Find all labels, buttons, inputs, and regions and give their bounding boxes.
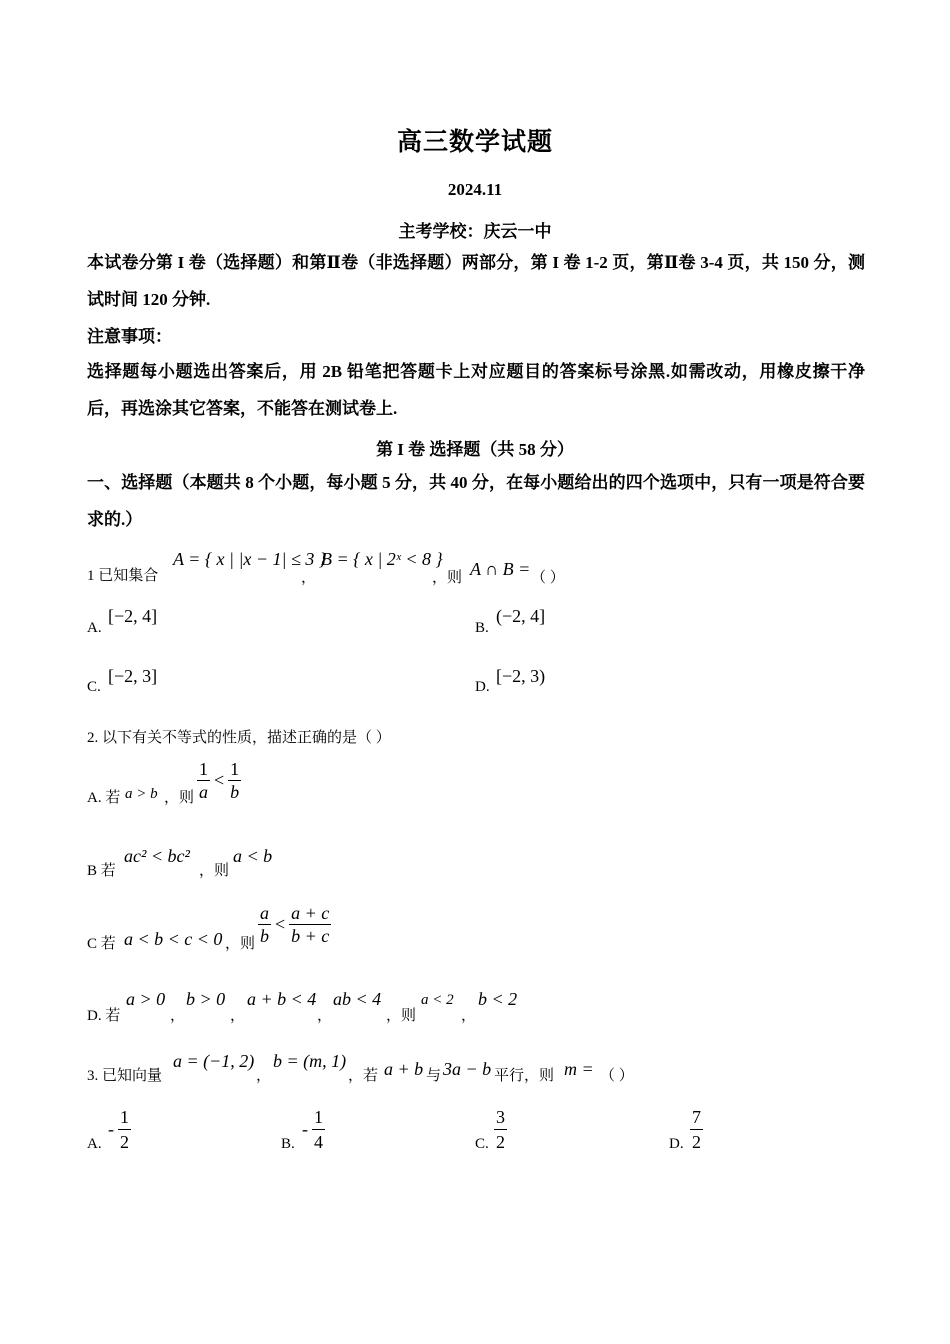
q3-opt-c-value[interactable] — [494, 1108, 507, 1151]
q3-parallel: 平行，则 — [494, 1068, 555, 1084]
q3-if: ，若 — [348, 1068, 379, 1084]
notes-heading: 注意事项： — [87, 327, 172, 346]
q3-opt-a-sign: - — [108, 1119, 114, 1139]
q1-set-b: B = { x | 2ˣ < 8 } — [321, 549, 443, 569]
section-heading: 一、选择题（本题共 8 个小题，每小题 5 分，共 40 分，在每小题给出的四个选项中，只有一项是符合要求的.） — [87, 473, 865, 529]
q1-opt-d-label[interactable]: D. — [475, 679, 490, 695]
q3-with: 与 — [426, 1068, 442, 1084]
q1-opt-c-label[interactable]: C. — [87, 679, 101, 695]
q2-b-then: ，则 — [199, 863, 230, 879]
exam-date: 2024.11 — [447, 180, 503, 199]
q2-d-comma2: ， — [230, 1008, 246, 1024]
q2-a-result: $\frac{1}{a}$ < $\frac{1}{b}$ — [199, 759, 240, 802]
q3-vec-b: b = (m, 1) — [273, 1051, 347, 1071]
q3-opt-c-label[interactable]: C. — [475, 1136, 489, 1152]
q2-c-then: ，则 — [225, 936, 256, 952]
q3-prefix: 3. 已知向量 — [87, 1068, 163, 1084]
q2-b-label[interactable]: B 若 — [87, 863, 116, 879]
q3-opt-d-den: 2 — [690, 1129, 703, 1151]
q3-vec-a: a = (−1, 2) — [173, 1051, 255, 1071]
q3-opt-a-num: 1 — [120, 1107, 129, 1127]
notes-text: 选择题每小题选出答案后，用 2B 铅笔把答题卡上对应题目的答案标号涂黑.如需改动，用橡皮擦干净后，再选涂其它答案，不能答在测试卷上. — [87, 362, 865, 418]
q3-diff: 3a − b — [443, 1059, 492, 1079]
host-school: 主考学校：庆云一中 — [398, 222, 552, 241]
q3-opt-d-label[interactable]: D. — [669, 1136, 684, 1152]
q2-c-label[interactable]: C 若 — [87, 936, 116, 952]
q3-opt-b-sign: - — [302, 1119, 308, 1139]
q2-a-cond: a > b — [125, 786, 158, 802]
q2-d-label[interactable]: D. 若 — [87, 1008, 121, 1024]
q3-opt-a-value[interactable] — [108, 1108, 131, 1151]
q3-paren: （ ） — [600, 1068, 634, 1084]
q1-sep: ， — [301, 570, 317, 586]
q1-opt-b-value[interactable]: (−2, 4] — [496, 606, 546, 626]
q2-a-then: ，则 — [164, 790, 195, 806]
q3-opt-b-label[interactable]: B. — [281, 1136, 295, 1152]
q2-a-label[interactable]: A. 若 — [87, 790, 121, 806]
part1-heading: 第 I 卷 选择题（共 58 分） — [376, 440, 574, 459]
q2-d-comma4: ， — [461, 1008, 477, 1024]
q2-d-cond2: b > 0 — [186, 989, 226, 1009]
q2-c-cond: a < b < c < 0 — [124, 929, 223, 949]
q1-opt-a-value[interactable]: [−2, 4] — [108, 606, 158, 626]
q1-set-a: A = { x | |x − 1| ≤ 3 } — [173, 549, 327, 569]
q3-opt-a-label[interactable]: A. — [87, 1136, 102, 1152]
q3-opt-d-num: 7 — [692, 1107, 701, 1127]
q3-comma: ， — [256, 1068, 272, 1084]
q1-opt-b-label[interactable]: B. — [475, 620, 489, 636]
q1-suffix: ，则 — [432, 570, 463, 586]
q2-d-cond3: a + b < 4 — [247, 989, 317, 1009]
q2-d-comma3: ， — [317, 1008, 333, 1024]
q2-d-cond1: a > 0 — [126, 989, 166, 1009]
q1-opt-a-label[interactable]: A. — [87, 620, 102, 636]
q2-b-cond: ac² < bc² — [124, 846, 190, 866]
q3-opt-a-den: 2 — [118, 1129, 131, 1151]
q2-d-comma1: ， — [170, 1008, 186, 1024]
q1-prefix: 1 已知集合 — [87, 568, 159, 584]
q2-b-result: a < b — [233, 846, 273, 866]
q1-ask: A ∩ B = — [470, 559, 531, 579]
q2-stem: 2. 以下有关不等式的性质，描述正确的是（ ） — [87, 730, 391, 746]
q3-opt-b-value[interactable] — [302, 1108, 325, 1151]
q3-opt-b-num: 1 — [314, 1107, 323, 1127]
intro-paragraph: 本试卷分第 I 卷（选择题）和第Ⅱ卷（非选择题）两部分，第 I 卷 1-2 页，第Ⅱ卷 3-4 页，共 150 分，测试时间 120 分钟. — [87, 253, 865, 309]
q1-opt-d-value[interactable]: [−2, 3) — [496, 666, 546, 686]
q2-d-result1: a < 2 — [421, 992, 454, 1008]
q3-ask: m = — [564, 1059, 594, 1079]
q2-c-result: $\frac{a}{b}$ < $\frac{a + c}{b + c}$ — [260, 903, 330, 946]
q2-d-cond4: ab < 4 — [333, 989, 382, 1009]
q3-opt-d-value[interactable] — [690, 1108, 703, 1151]
q2-d-then: ，则 — [386, 1008, 417, 1024]
q3-opt-c-den: 2 — [494, 1129, 507, 1151]
exam-title: 高三数学试题 — [396, 129, 553, 156]
q2-d-result2: b < 2 — [478, 989, 518, 1009]
q3-sum: a + b — [384, 1059, 424, 1079]
q3-opt-c-num: 3 — [496, 1107, 505, 1127]
q1-paren: （ ） — [531, 570, 565, 586]
q3-opt-b-den: 4 — [312, 1129, 325, 1151]
q1-opt-c-value[interactable]: [−2, 3] — [108, 666, 158, 686]
